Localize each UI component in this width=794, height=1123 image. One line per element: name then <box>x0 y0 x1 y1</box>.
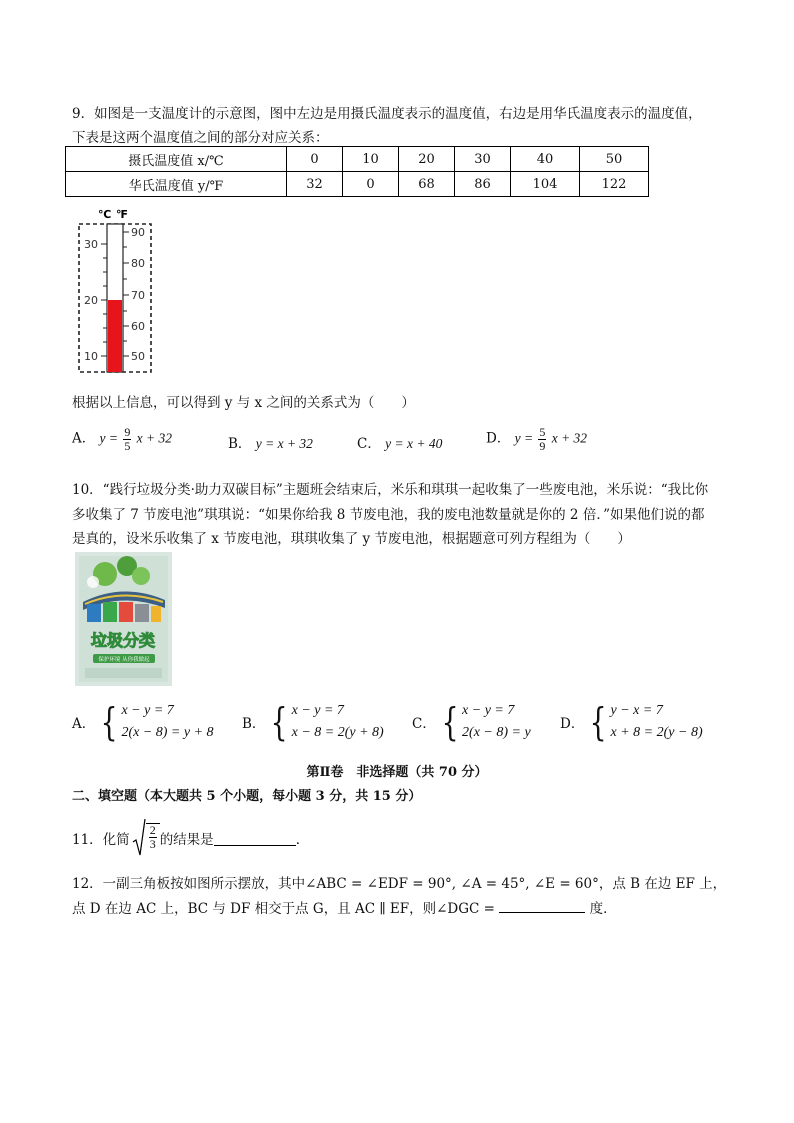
fraction-denominator: 3 <box>149 836 156 851</box>
q10-option-c[interactable] <box>412 700 531 744</box>
equation: x + 8 = 2(y − 8) <box>610 725 703 740</box>
q10-option-b[interactable] <box>242 700 384 744</box>
option-letter: C． <box>412 716 436 732</box>
fahrenheit-tick-label: 50 <box>131 350 145 363</box>
brace-icon: { <box>589 700 607 744</box>
q10-option-a[interactable] <box>72 700 214 744</box>
option-tail: x + 32 <box>551 430 588 446</box>
table-cell: 32 <box>287 172 343 197</box>
table-cell: 10 <box>343 147 399 172</box>
q11-end: ． <box>295 832 310 848</box>
option-letter: D． <box>560 716 585 732</box>
part-title: 二、填空题（本大题共 5 个小题，每小题 3 分，共 15 分） <box>72 789 422 804</box>
q11-prefix: 11．化简 <box>72 832 130 848</box>
temperature-table <box>65 146 649 197</box>
equation: y − x = 7 <box>610 703 663 718</box>
q12-line1: 12．一副三角板按如图所示摆放，其中∠ABC = ∠EDF = 90°, ∠A = 45°, ∠E = 60°，点 B 在边 EF 上， <box>72 876 727 892</box>
fraction <box>538 426 546 452</box>
fahrenheit-unit: ℉ <box>116 208 128 221</box>
poster-title: 垃圾分类 <box>90 631 156 650</box>
celsius-tick-label: 10 <box>84 350 98 363</box>
table-cell: 40 <box>511 147 580 172</box>
table-cell: 122 <box>580 172 649 197</box>
option-letter: C． <box>357 436 381 452</box>
fahrenheit-tick-label: 90 <box>131 226 145 239</box>
sqrt-icon <box>132 818 146 858</box>
table-cell: 30 <box>455 147 511 172</box>
equation: x − y = 7 <box>291 703 344 718</box>
equation: x − 8 = 2(y + 8) <box>291 725 384 740</box>
thermometer-figure <box>74 206 158 376</box>
fahrenheit-tick-label: 60 <box>131 320 145 333</box>
option-lhs: y = <box>99 430 119 446</box>
table-cell: 0 <box>287 147 343 172</box>
brace-icon: { <box>271 700 288 744</box>
q10-stem-line2: 多收集了 7 节废电池”琪琪说：“如果你给我 8 节废电池，我的废电池数量就是你的 2 倍．”如果他们说的都 <box>72 507 705 523</box>
section-title: 第Ⅱ卷 非选择题（共 70 分） <box>306 765 488 780</box>
option-letter: D． <box>486 430 511 447</box>
q11 <box>72 818 309 858</box>
brace-icon: { <box>100 700 118 744</box>
fraction-numerator: 5 <box>539 425 546 439</box>
brace-icon: { <box>441 700 459 744</box>
thermometer-liquid <box>108 300 122 372</box>
table-cell: 104 <box>511 172 580 197</box>
answer-blank[interactable] <box>499 898 585 913</box>
q11-suffix: 的结果是 <box>159 832 214 848</box>
celsius-tick-label: 30 <box>84 238 98 251</box>
table-cell: 20 <box>399 147 455 172</box>
answer-blank[interactable] <box>214 831 296 846</box>
celsius-tick-label: 20 <box>84 294 98 307</box>
fraction-numerator: 9 <box>124 425 131 439</box>
equation: x − y = 7 <box>462 703 515 718</box>
option-expression: y = x + 40 <box>385 436 443 451</box>
fahrenheit-tick-label: 70 <box>131 289 145 302</box>
q9-option-c[interactable] <box>357 432 442 452</box>
table-cell: 68 <box>399 172 455 197</box>
table-row <box>66 172 649 197</box>
fraction-numerator: 2 <box>149 822 156 837</box>
fraction-denominator: 9 <box>539 438 546 453</box>
fahrenheit-tick-label: 80 <box>131 257 145 270</box>
table-cell: 86 <box>455 172 511 197</box>
garbage-sorting-poster <box>75 552 172 686</box>
option-letter: A． <box>72 716 96 732</box>
option-tail: x + 32 <box>136 430 172 446</box>
q9-stem-line1: 9．如图是一支温度计的示意图，图中左边是用摄氏温度表示的温度值，右边是用华氏温度表示的温度值， <box>72 106 702 122</box>
q10-stem-line1: 10．“践行垃圾分类·助力双碳目标”主题班会结束后，米乐和琪琪一起收集了一些废电池，米乐说：“我比你 <box>72 482 709 498</box>
q9-option-d[interactable] <box>486 426 587 452</box>
q10-stem-line3: 是真的，设米乐收集了 x 节废电池，琪琪收集了 y 节废电池，根据题意可列方程组为（ ） <box>72 531 631 547</box>
table-row-label: 华氏温度值 y/℉ <box>66 172 287 197</box>
fraction <box>123 426 131 452</box>
table-cell: 50 <box>580 147 649 172</box>
fraction-denominator: 5 <box>124 438 131 453</box>
option-lhs: y = <box>514 430 534 446</box>
fraction <box>149 824 157 850</box>
option-expression: y = x + 32 <box>255 436 313 451</box>
poster-subtitle: 保护环境 从你我做起 <box>98 657 150 663</box>
q9-option-b[interactable] <box>228 432 313 452</box>
table-cell: 0 <box>343 172 399 197</box>
q12-line2-text: 点 D 在边 AC 上，BC 与 DF 相交于点 G，且 AC ∥ EF，则∠DGC = <box>72 901 495 917</box>
table-row-label: 摄氏温度值 x/℃ <box>66 147 287 172</box>
option-letter: B． <box>228 436 252 452</box>
q9-stem-line2: 下表是这两个温度值之间的部分对应关系： <box>72 130 329 146</box>
equation: x − y = 7 <box>121 703 174 718</box>
q12-line2-end: 度． <box>589 901 617 917</box>
option-letter: B． <box>242 716 266 732</box>
equation: 2(x − 8) = y + 8 <box>121 725 214 740</box>
equation: 2(x − 8) = y <box>462 725 531 740</box>
q12-line2 <box>72 897 617 917</box>
table-row <box>66 147 649 172</box>
q9-option-a[interactable] <box>72 426 172 452</box>
q9-question: 根据以上信息，可以得到 y 与 x 之间的关系式为（ ） <box>72 395 415 411</box>
q10-option-d[interactable] <box>560 700 703 744</box>
celsius-unit: ℃ <box>98 208 112 221</box>
option-letter: A． <box>72 430 96 447</box>
